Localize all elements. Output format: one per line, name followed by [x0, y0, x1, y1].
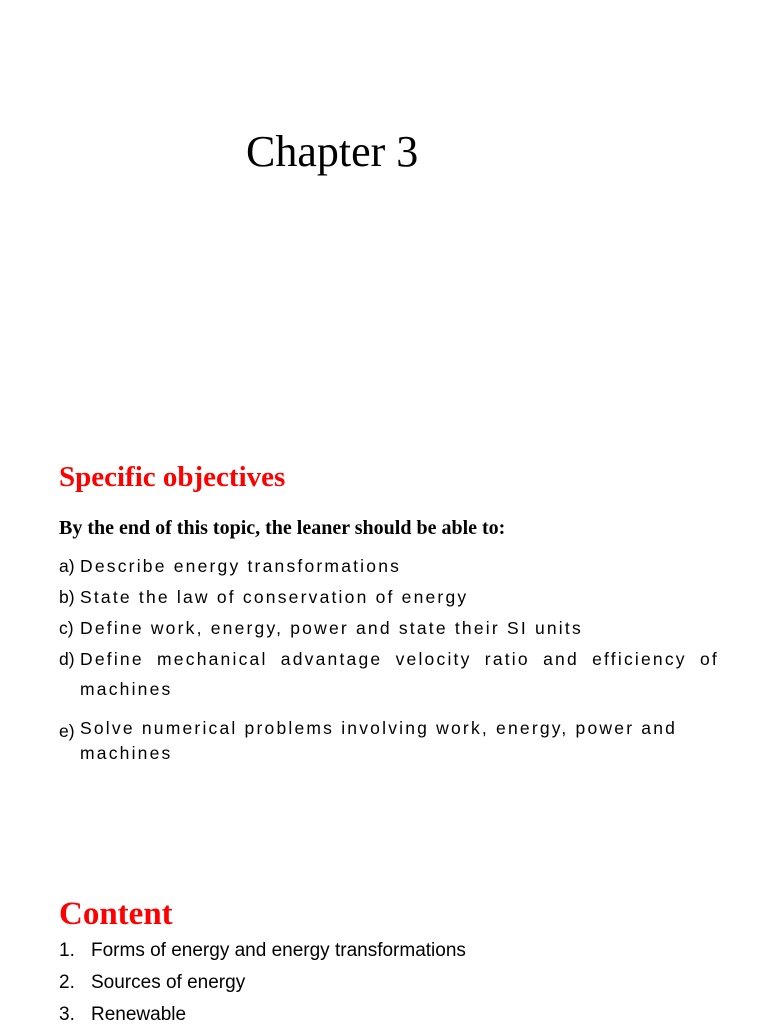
content-item-number: 1. — [59, 940, 75, 961]
objective-item — [59, 582, 719, 612]
objectives-heading: Specific objectives — [59, 461, 286, 493]
objective-marker: e) — [59, 721, 75, 741]
content-list-item — [59, 967, 466, 999]
objective-text: Describe energy transformations — [80, 556, 402, 576]
objective-item — [59, 613, 719, 643]
objective-item — [59, 716, 719, 766]
objective-text: State the law of conservation of energy — [80, 587, 469, 607]
objective-marker: d) — [59, 649, 75, 669]
content-item-text: Sources of energy — [91, 972, 246, 993]
content-list-item — [59, 935, 466, 967]
content-item-number: 3. — [59, 1004, 75, 1024]
objective-item — [59, 644, 719, 704]
content-heading: Content — [59, 896, 173, 932]
objective-text: Define mechanical advantage velocity ratio and efficiency of machines — [80, 649, 719, 699]
objective-text: Define work, energy, power and state their SI units — [80, 618, 583, 638]
content-list-item — [59, 999, 466, 1024]
objective-marker: c) — [59, 618, 74, 638]
content-item-text: Renewable — [91, 1004, 187, 1024]
content-list — [59, 935, 466, 1024]
objective-item — [59, 551, 719, 581]
objective-marker: b) — [59, 587, 75, 607]
chapter-title: Chapter 3 — [246, 127, 419, 176]
content-item-text: Forms of energy and energy transformations — [91, 940, 466, 961]
objective-marker: a) — [59, 556, 75, 576]
objective-text: Solve numerical problems involving work, energy, power and machines — [80, 718, 678, 763]
objectives-intro: By the end of this topic, the leaner should be able to: — [59, 517, 506, 539]
content-item-number: 2. — [59, 972, 75, 993]
